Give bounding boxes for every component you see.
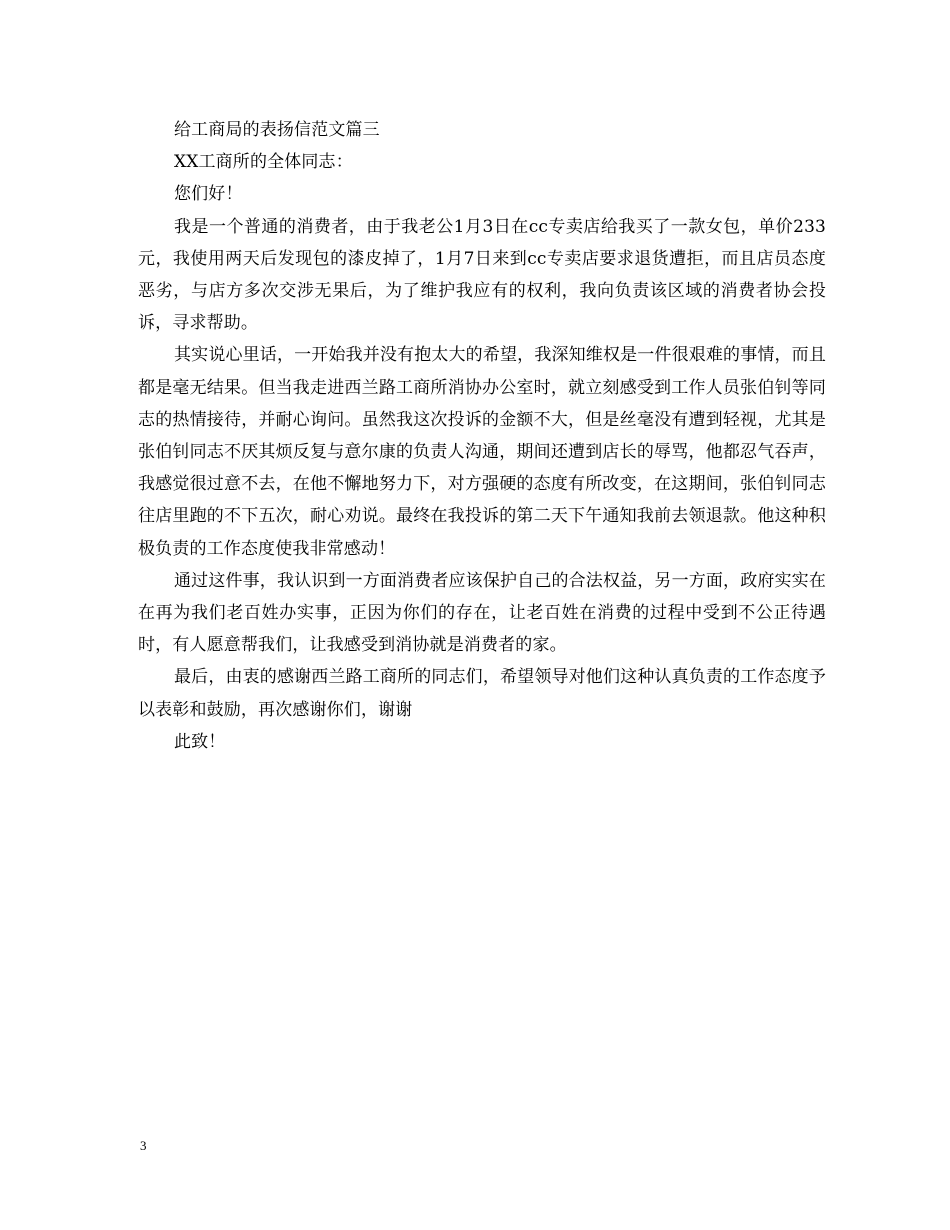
letter-body: [138, 114, 826, 758]
page-number: 3: [140, 1138, 147, 1153]
letter-greeting: 您们好！: [174, 184, 243, 205]
letter-salutation: XX工商所的全体同志：: [174, 152, 353, 173]
letter-closing: 此致！: [174, 731, 226, 752]
body-paragraph: 通过这件事，我认识到一方面消费者应该保护自己的合法权益，另一方面，政府实实在在再为我们老百姓办实事，正因为你们的存在，让老百姓在消费的过程中受到不公正待遇时，有人愿意帮我们，让我感受到消协就是消费者的家。: [138, 570, 826, 656]
letter-title: 给工商局的表扬信范文篇三: [174, 120, 380, 140]
body-paragraph: 其实说心里话，一开始我并没有抱太大的希望，我深知维权是一件很艰难的事情，而且都是毫无结果。但当我走进西兰路工商所消协办公室时，就立刻感受到工作人员张伯钊等同志的热情接待，并耐心询问。虽然我这次投诉的金额不大，但是丝毫没有遭到轻视，尤其是张伯钊同志不厌其烦反复与意尔康的负责人沟通，期间还遭到店长的辱骂，他都忍气吞声，我感觉很过意不去，在他不懈地努力下，对方强硬的态度有所改变，在这期间，张伯钊同志往店里跑的不下五次，耐心劝说。最终在我投诉的第二天下午通知我前去领退款。他这种积极负责的工作态度使我非常感动！: [138, 345, 826, 559]
body-paragraph: 我是一个普通的消费者，由于我老公1月3日在cc专卖店给我买了一款女包，单价233元，我使用两天后发现包的漆皮掉了，1月7日来到cc专卖店要求退货遭拒，而且店员态度恶劣，与店方多次交涉无果后，为了维护我应有的权利，我向负责该区域的消费者协会投诉，寻求帮助。: [138, 216, 826, 334]
body-paragraph: 最后，由衷的感谢西兰路工商所的同志们，希望领导对他们这种认真负责的工作态度予以表彰和鼓励，再次感谢你们，谢谢: [138, 667, 826, 720]
